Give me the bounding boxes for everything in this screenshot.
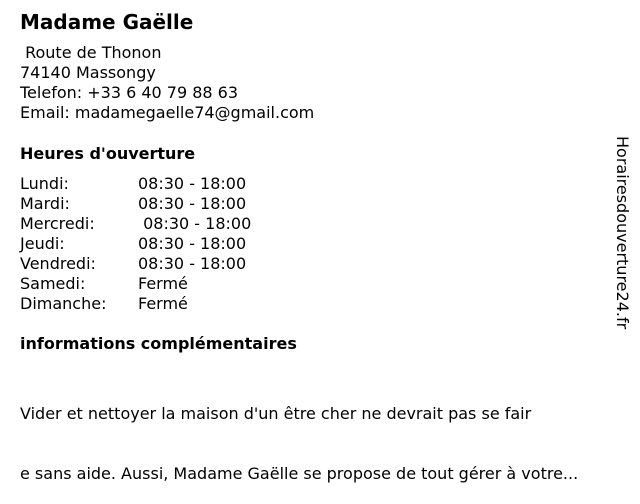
info-line-2: e sans aide. Aussi, Madame Gaëlle se propose de tout gérer à votre...	[20, 464, 579, 483]
hours-row-mercredi	[20, 214, 320, 234]
day-hours: Fermé	[138, 274, 188, 293]
day-label: Samedi:	[20, 274, 86, 293]
hours-row-vendredi	[20, 254, 320, 274]
day-label: Jeudi:	[20, 234, 65, 253]
hours-row-lundi	[20, 174, 320, 194]
watermark-vertical	[612, 136, 632, 346]
watermark-text: Horairesdouverture24.fr	[613, 136, 632, 330]
day-hours: 08:30 - 18:00	[138, 174, 247, 193]
info-line-1: Vider et nettoyer la maison d'un être cher ne devrait pas se fair	[20, 404, 532, 423]
hours-row-jeudi	[20, 234, 320, 254]
email-text: Email: madamegaelle74@gmail.com	[20, 103, 315, 122]
contact-block	[20, 43, 314, 123]
hours-table	[20, 174, 320, 314]
day-hours: 08:30 - 18:00	[138, 234, 247, 253]
day-hours: 08:30 - 18:00	[138, 214, 252, 233]
day-hours: 08:30 - 18:00	[138, 254, 247, 273]
day-label: Mardi:	[20, 194, 70, 213]
business-name: Madame Gaëlle	[20, 10, 194, 34]
info-heading: informations complémentaires	[20, 334, 297, 353]
info-text	[20, 364, 578, 504]
day-label: Lundi:	[20, 174, 69, 193]
day-hours: 08:30 - 18:00	[138, 194, 247, 213]
phone-text: Telefon: +33 6 40 79 88 63	[20, 83, 239, 102]
hours-row-samedi	[20, 274, 320, 294]
address-street: Route de Thonon	[20, 43, 162, 62]
address-city: 74140 Massongy	[20, 63, 156, 82]
hours-row-mardi	[20, 194, 320, 214]
day-label: Dimanche:	[20, 294, 107, 313]
day-label: Vendredi:	[20, 254, 96, 273]
day-hours: Fermé	[138, 294, 188, 313]
hours-row-dimanche	[20, 294, 320, 314]
day-label: Mercredi:	[20, 214, 95, 233]
hours-heading: Heures d'ouverture	[20, 144, 196, 163]
